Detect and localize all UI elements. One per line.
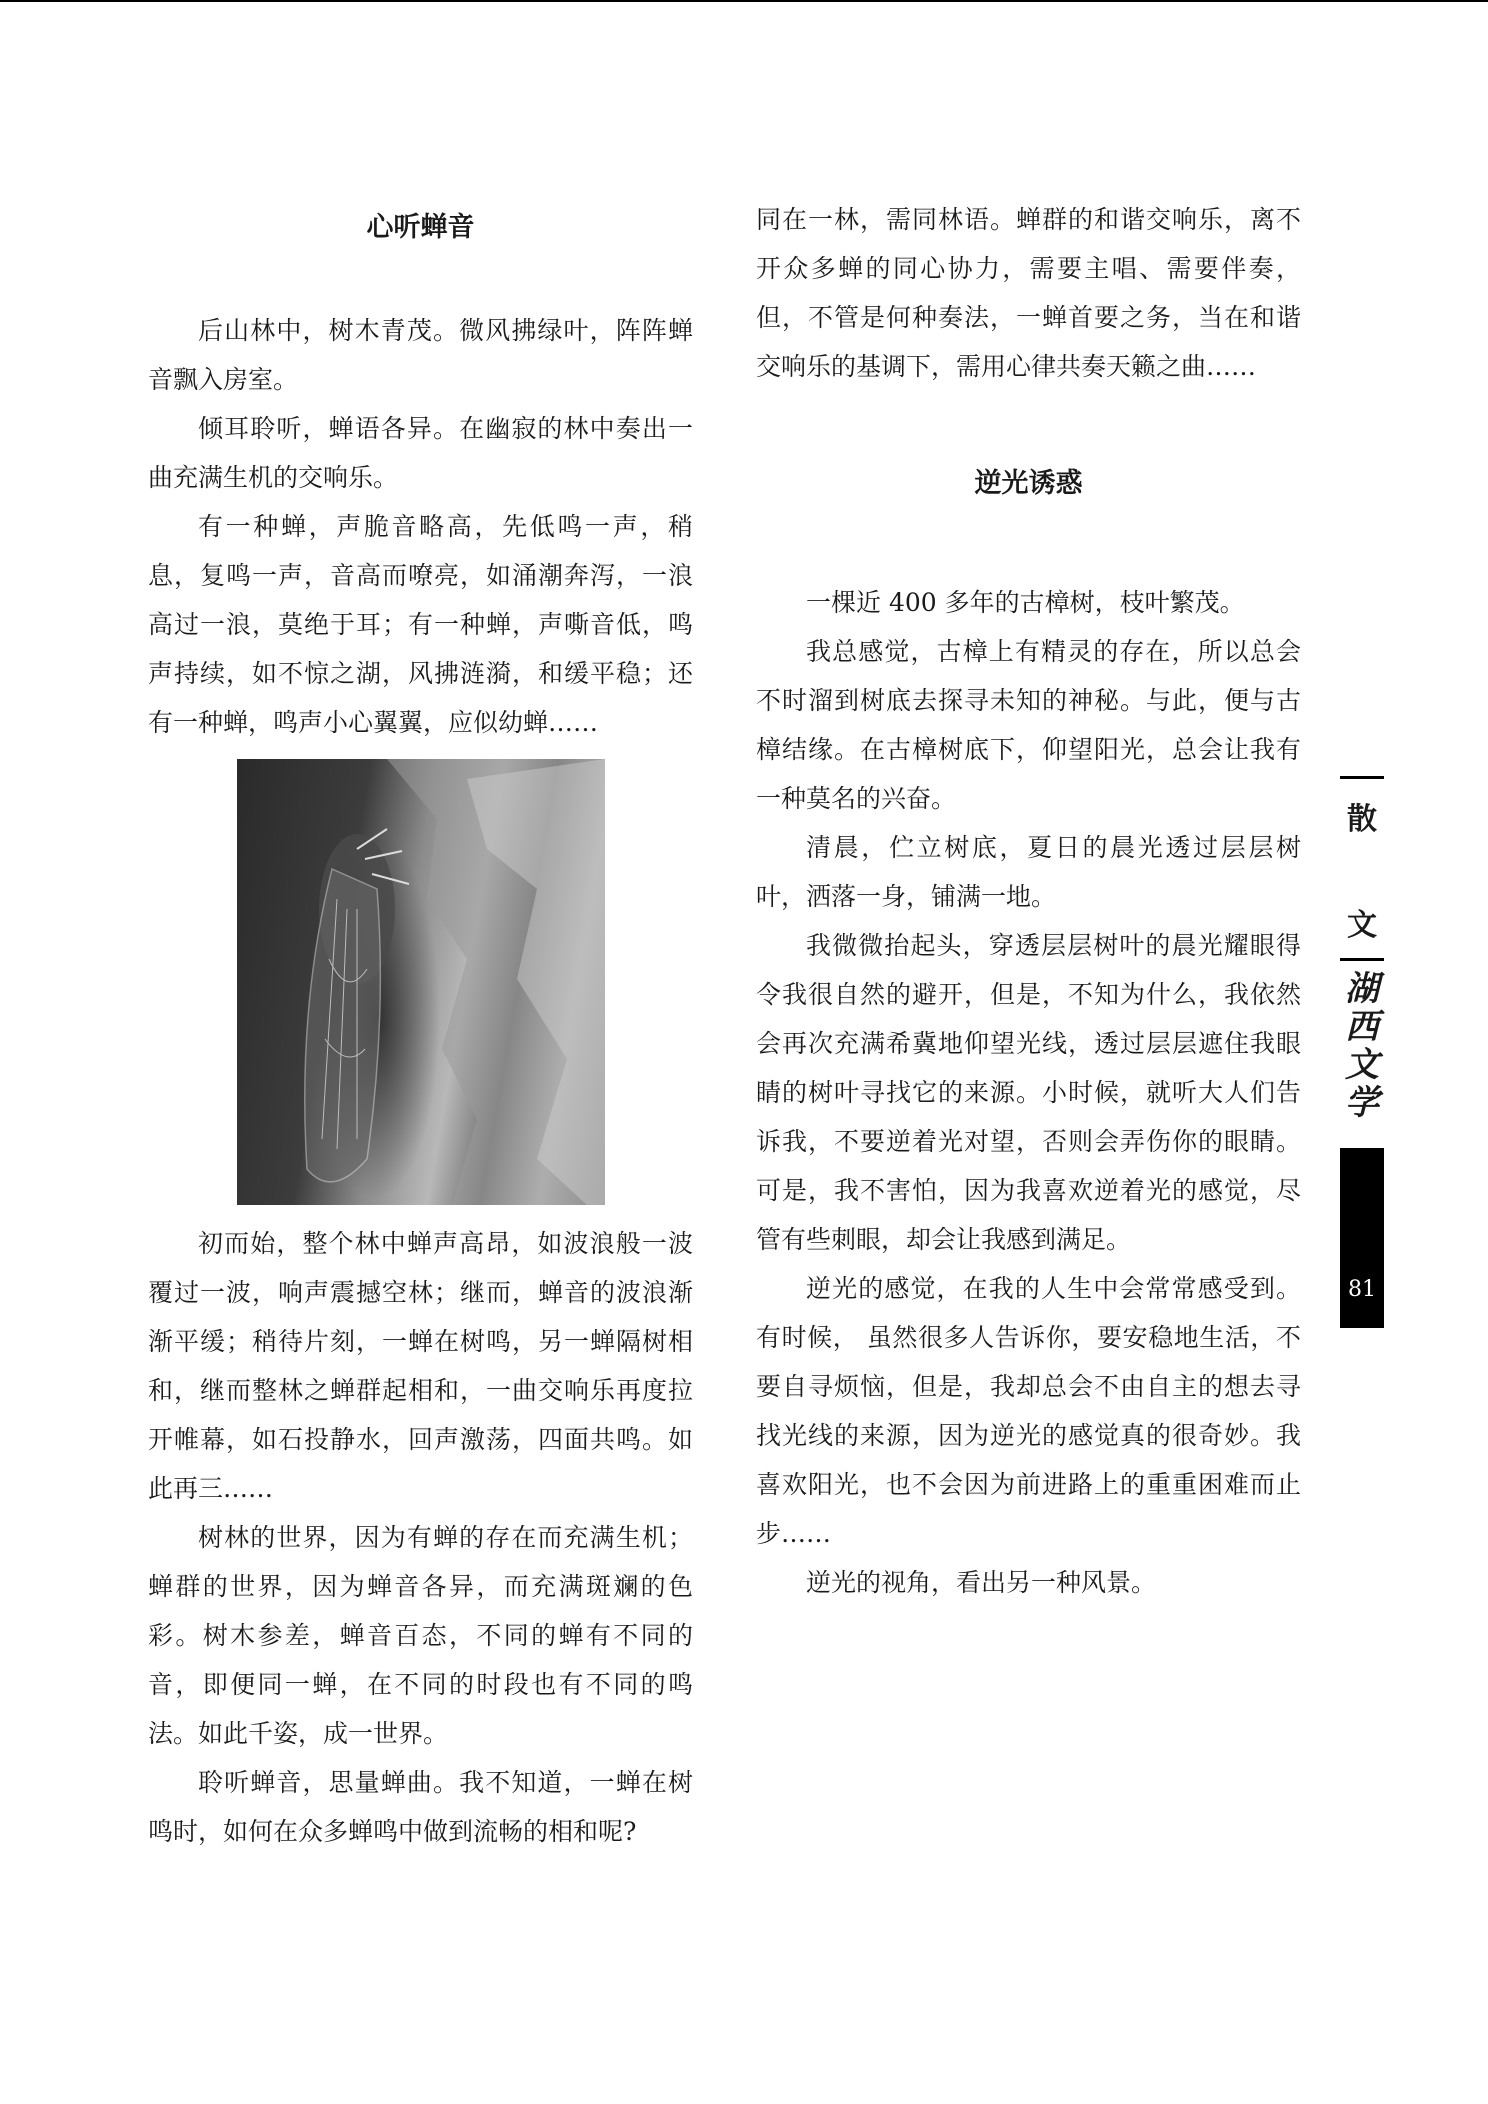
cicada-photo bbox=[237, 759, 605, 1205]
section-label-char-2: 文 bbox=[1347, 908, 1377, 943]
article1-continuation: 同在一林，需同林语。蝉群的和谐交响乐，离不开众多蝉的同心协力，需要主唱、需要伴奏，但，不管是何种奏法，一蝉首要之务，当在和谐交响乐的基调下，需用心律共奏天籁之曲…… bbox=[756, 205, 1301, 381]
brand-char-3: 文 bbox=[1345, 1045, 1379, 1085]
article1-title: 心听蝉音 bbox=[366, 212, 475, 243]
page-number-box bbox=[1340, 1148, 1384, 1328]
brand-char-1: 湖 bbox=[1345, 969, 1379, 1009]
page-number: 81 bbox=[1348, 1277, 1376, 1302]
brand-char-4: 学 bbox=[1345, 1083, 1379, 1123]
magazine-brand-logo bbox=[1340, 970, 1384, 1122]
top-border-rule bbox=[0, 0, 1488, 2]
article2-paragraph-6: 逆光的视角，看出另一种风景。 bbox=[806, 1568, 1157, 1597]
article1-paragraph-2: 倾耳聆听，蝉语各异。在幽寂的林中奏出一曲充满生机的交响乐。 bbox=[148, 414, 693, 492]
article1-paragraph-1: 后山林中，树木青茂。微风拂绿叶，阵阵蝉音飘入房室。 bbox=[148, 316, 693, 394]
brand-char-2: 西 bbox=[1345, 1007, 1379, 1047]
article2-paragraph-1: 一棵近 400 多年的古樟树，枝叶繁茂。 bbox=[806, 588, 1245, 617]
article2-paragraph-2: 我总感觉，古樟上有精灵的存在，所以总会不时溜到树底去探寻未知的神秘。与此，便与古樟结缘。在古樟树底下，仰望阳光，总会让我有一种莫名的兴奋。 bbox=[756, 637, 1301, 813]
article1-paragraph-3: 有一种蝉，声脆音略高，先低鸣一声，稍息，复鸣一声，音高而嘹亮，如涌潮奔泻，一浪高过一浪，莫绝于耳；有一种蝉，声嘶音低，鸣声持续，如不惊之湖，风拂涟漪，和缓平稳；还有一种蝉，鸣声小心翼翼，应似幼蝉…… bbox=[148, 512, 693, 737]
article2-paragraph-3: 清晨，伫立树底，夏日的晨光透过层层树叶，洒落一身，铺满一地。 bbox=[756, 833, 1301, 911]
article2-paragraph-4: 我微微抬起头，穿透层层树叶的晨光耀眼得令我很自然的避开，但是，不知为什么，我依然会再次充满希冀地仰望光线，透过层层遮住我眼睛的树叶寻找它的来源。小时候，就听大人们告诉我，不要逆着光对望，否则会弄伤你的眼睛。可是，我不害怕，因为我喜欢逆着光的感觉，尽管有些刺眼，却会让我感到满足。 bbox=[756, 931, 1301, 1254]
article1-paragraph-4: 初而始，整个林中蝉声高昂，如波浪般一波覆过一波，响声震撼空林；继而，蝉音的波浪渐渐平缓；稍待片刻，一蝉在树鸣，另一蝉隔树相和，继而整林之蝉群起相和，一曲交响乐再度拉开帷幕，如石投静水，回声激荡，四面共鸣。如此再三…… bbox=[148, 1229, 693, 1503]
cicada-photo-illustration bbox=[237, 759, 605, 1205]
left-column bbox=[148, 195, 693, 1856]
article1-paragraph-5: 树林的世界，因为有蝉的存在而充满生机；蝉群的世界，因为蝉音各异，而充满斑斓的色彩。树木参差，蝉音百态，不同的蝉有不同的音，即便同一蝉，在不同的时段也有不同的鸣法。如此千姿，成一世界。 bbox=[148, 1523, 693, 1748]
article2-title: 逆光诱惑 bbox=[974, 468, 1083, 499]
side-rule-middle bbox=[1340, 958, 1384, 961]
section-label-char-1: 散 bbox=[1347, 802, 1377, 837]
side-rule-top bbox=[1340, 776, 1384, 779]
article2-paragraph-5: 逆光的感觉，在我的人生中会常常感受到。有时候， 虽然很多人告诉你，要安稳地生活，不要自寻烦恼，但是，我却总会不由自主的想去寻找光线的来源，因为逆光的感觉真的很奇妙。我喜欢阳光，也不会因为前进路上的重重困难而止步…… bbox=[756, 1274, 1301, 1548]
right-column bbox=[756, 195, 1301, 1607]
article1-paragraph-6: 聆听蝉音，思量蝉曲。我不知道，一蝉在树鸣时，如何在众多蝉鸣中做到流畅的相和呢? bbox=[148, 1768, 693, 1846]
